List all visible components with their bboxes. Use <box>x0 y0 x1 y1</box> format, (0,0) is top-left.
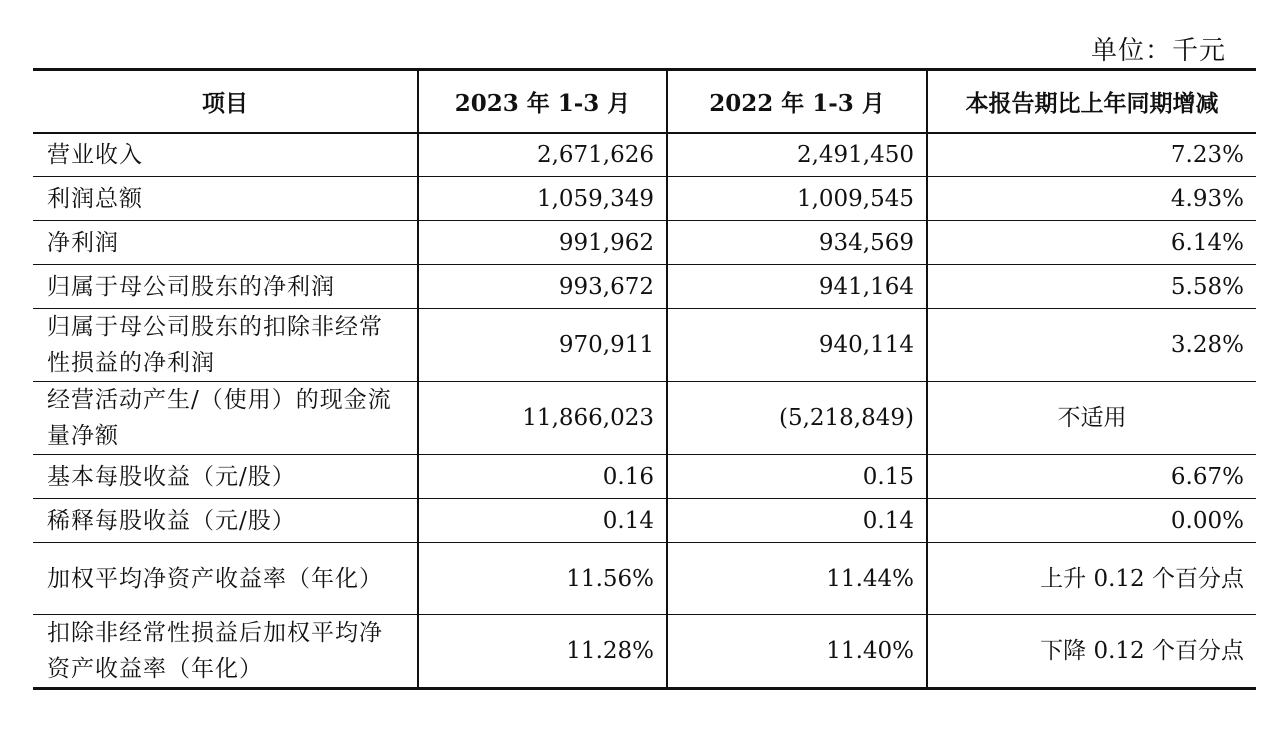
row-change: 3.28% <box>927 309 1256 382</box>
row-item: 稀释每股收益（元/股） <box>33 499 418 543</box>
row-2023-value: 970,911 <box>418 309 667 382</box>
table-row <box>33 221 1256 265</box>
row-2022-value: 940,114 <box>667 309 927 382</box>
table-row <box>33 265 1256 309</box>
row-2022-value: 0.14 <box>667 499 927 543</box>
row-2023-value: 11,866,023 <box>418 382 667 455</box>
row-2022-value: 934,569 <box>667 221 927 265</box>
row-item: 利润总额 <box>33 177 418 221</box>
row-item: 基本每股收益（元/股） <box>33 455 418 499</box>
row-2023-value: 991,962 <box>418 221 667 265</box>
table-header-row <box>33 70 1256 133</box>
row-change: 5.58% <box>927 265 1256 309</box>
financial-summary-table <box>33 68 1256 690</box>
row-item: 扣除非经常性损益后加权平均净资产收益率（年化） <box>33 615 418 689</box>
table-row <box>33 615 1256 689</box>
row-change: 6.67% <box>927 455 1256 499</box>
row-item: 经营活动产生/（使用）的现金流量净额 <box>33 382 418 455</box>
row-change: 6.14% <box>927 221 1256 265</box>
row-2022-value: (5,218,849) <box>667 382 927 455</box>
row-2022-value: 11.44% <box>667 543 927 615</box>
row-change: 上升 0.12 个百分点 <box>927 543 1256 615</box>
header-2023-q1: 2023 年 1-3 月 <box>418 70 667 133</box>
header-2022-q1: 2022 年 1-3 月 <box>667 70 927 133</box>
row-2022-value: 2,491,450 <box>667 133 927 177</box>
row-item: 归属于母公司股东的扣除非经常性损益的净利润 <box>33 309 418 382</box>
row-2022-value: 941,164 <box>667 265 927 309</box>
table-row <box>33 133 1256 177</box>
row-item: 加权平均净资产收益率（年化） <box>33 543 418 615</box>
table-row <box>33 177 1256 221</box>
row-2023-value: 993,672 <box>418 265 667 309</box>
unit-label: 单位：千元 <box>1090 36 1226 66</box>
row-item: 净利润 <box>33 221 418 265</box>
table-row <box>33 499 1256 543</box>
table-row <box>33 455 1256 499</box>
row-2023-value: 1,059,349 <box>418 177 667 221</box>
table-row <box>33 543 1256 615</box>
row-2023-value: 11.28% <box>418 615 667 689</box>
row-item: 营业收入 <box>33 133 418 177</box>
row-change: 4.93% <box>927 177 1256 221</box>
row-item: 归属于母公司股东的净利润 <box>33 265 418 309</box>
table-row <box>33 309 1256 382</box>
header-change: 本报告期比上年同期增减 <box>927 70 1256 133</box>
row-2023-value: 2,671,626 <box>418 133 667 177</box>
row-2022-value: 0.15 <box>667 455 927 499</box>
table-row <box>33 382 1256 455</box>
row-change: 0.00% <box>927 499 1256 543</box>
row-change: 不适用 <box>927 382 1256 455</box>
row-2022-value: 11.40% <box>667 615 927 689</box>
header-item: 项目 <box>33 70 418 133</box>
row-change: 下降 0.12 个百分点 <box>927 615 1256 689</box>
row-2022-value: 1,009,545 <box>667 177 927 221</box>
row-2023-value: 0.14 <box>418 499 667 543</box>
row-2023-value: 11.56% <box>418 543 667 615</box>
row-2023-value: 0.16 <box>418 455 667 499</box>
row-change: 7.23% <box>927 133 1256 177</box>
